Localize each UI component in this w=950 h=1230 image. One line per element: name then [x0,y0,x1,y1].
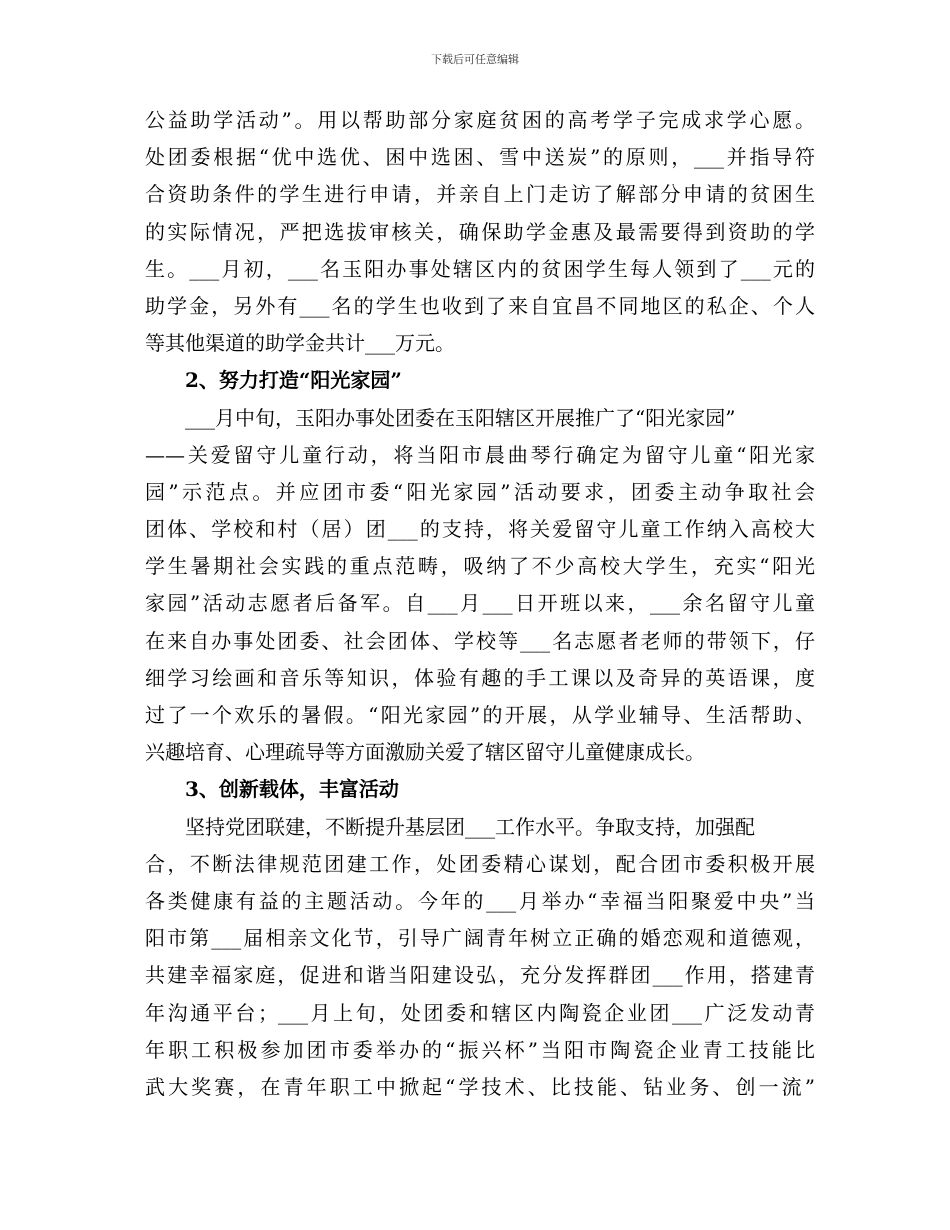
text-line: 学生暑期社会实践的重点范畴，吸纳了不少高校大学生，充实“阳光 [145,554,815,579]
text-line: 过了一个欢乐的暑假。“阳光家园”的开展，从学业辅导、生活帮助、 [145,703,815,727]
text-line: 各类健康有益的主题活动。今年的___月举办“幸福当阳聚爱中央”当 [145,888,815,913]
section-heading: 3、创新载体，丰富活动 [185,777,399,802]
text-line: 园”示范点。并应团市委“阳光家园”活动要求，团委主动争取社会 [145,479,815,504]
text-line: 公益助学活动”。用以帮助部分家庭贫困的高考学子完成求学心愿。 [145,108,815,132]
text-line: 合，不断法律规范团建工作，处团委精心谋划，配合团市委积极开展 [145,851,815,876]
text-line: 的实际情况，严把选拔审核关，确保助学金惠及最需要得到资助的学 [145,219,815,244]
text-line: 共建幸福家庭，促进和谐当阳建设弘，充分发挥群团___作用，搭建青 [145,963,815,988]
document-body [145,102,815,1106]
text-line: 阳市第___届相亲文化节，引导广阔青年树立正确的婚恋观和道德观， [145,926,815,951]
text-line: 在来自办事处团委、社会团体、学校等___名志愿者老师的带领下，仔 [145,628,815,653]
text-line: ——关爱留守儿童行动，将当阳市晨曲琴行确定为留守儿童“阳光家 [145,442,815,467]
text-line: 处团委根据“优中选优、困中选困、雪中送炭”的原则，___并指导符 [145,145,815,170]
page-header: 下载后可任意编辑 [431,53,519,66]
text-line: 助学金，另外有___名的学生也收到了来自宜昌不同地区的私企、个人 [145,293,815,318]
text-line: 兴趣培育、心理疏导等方面激励关爱了辖区留守儿童健康成长。 [145,740,705,765]
section-heading: 2、努力打造“阳光家园” [185,368,402,393]
text-line: 合资助条件的学生进行申请，并亲自上门走访了解部分申请的贫困生 [145,182,815,207]
text-line: 团体、学校和村（居）团___的支持，将关爱留守儿童工作纳入高校大 [145,517,815,542]
text-line: 坚持党团联建，不断提升基层团___工作水平。争取支持，加强配 [185,814,755,839]
text-line: 武大奖赛，在青年职工中掀起“学技术、比技能、钻业务、创一流” [145,1074,815,1099]
text-line: ___月中旬，玉阳办事处团委在玉阳辖区开展推广了“阳光家园” [185,405,736,430]
text-line: 细学习绘画和音乐等知识，体验有趣的手工课以及奇异的英语课，度 [145,665,815,690]
text-line: 等其他渠道的助学金共计___万元。 [145,331,455,356]
text-line: 年职工积极参加团市委举办的“振兴杯”当阳市陶瓷企业青工技能比 [145,1037,815,1062]
text-line: 家园”活动志愿者后备军。自___月___日开班以来，___余名留守儿童 [145,591,815,616]
text-line: 年沟通平台；___月上旬，处团委和辖区内陶瓷企业团___广泛发动青 [145,1000,815,1025]
text-line: 生。___月初，___名玉阳办事处辖区内的贫困学生每人领到了___元的 [145,256,815,281]
